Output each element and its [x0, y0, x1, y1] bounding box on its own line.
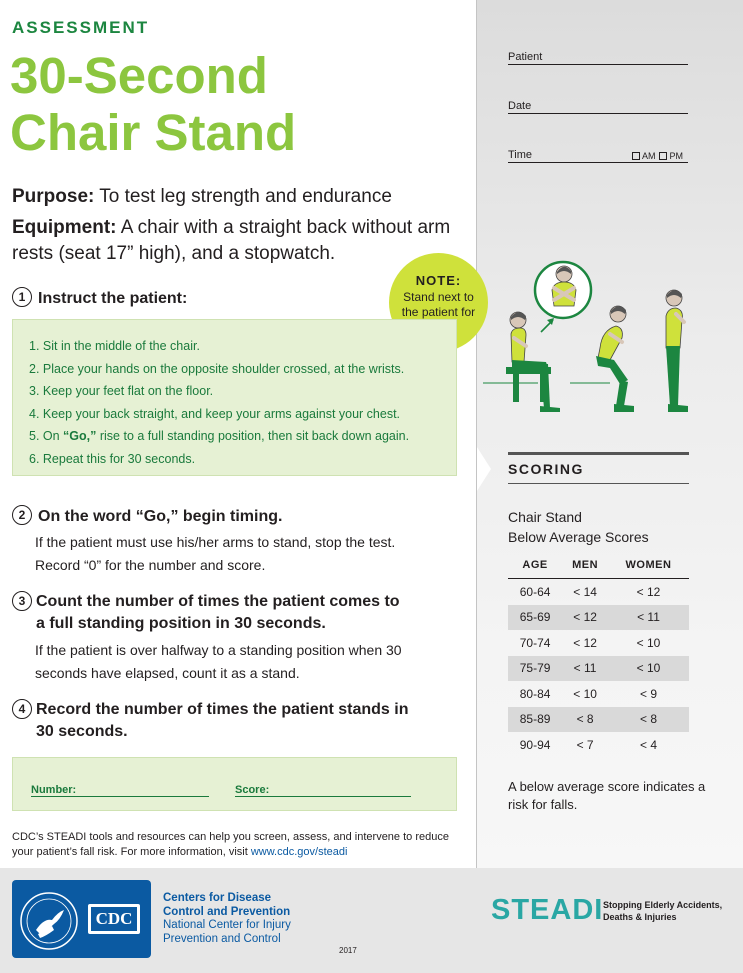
footer [0, 868, 743, 973]
table-row [508, 630, 689, 656]
step-2-text: On the word “Go,” begin timing. [38, 508, 283, 525]
subtitle-line-2: Below Average Scores [508, 529, 649, 545]
step-number: 2 [12, 505, 32, 525]
scoring-subtitle [508, 507, 649, 547]
cell: < 10 [636, 635, 661, 650]
instructions-box [12, 319, 457, 476]
cell: < 12 [562, 605, 608, 631]
note-heading: NOTE: [415, 273, 462, 288]
cell: 85-89 [508, 707, 562, 733]
table-row [508, 732, 689, 758]
table-row [508, 707, 689, 733]
cell: < 12 [573, 635, 597, 650]
list-item: 3. Keep your feet flat on the floor. [29, 384, 214, 399]
cell: 65-69 [508, 605, 562, 631]
chair-stand-illustration [478, 260, 740, 420]
instruction-text: rise to a full standing position, then sit back down again. [96, 429, 410, 444]
list-item [29, 425, 456, 448]
scoring-rule [508, 452, 689, 455]
tagline-line-1: Stopping Elderly Accidents, [603, 900, 723, 910]
kicker: ASSESSMENT [12, 18, 150, 37]
subtitle-line-1: Chair Stand [508, 509, 582, 525]
step-2-heading [12, 505, 282, 528]
cdc-org-name [163, 892, 291, 946]
cell: < 14 [573, 584, 597, 599]
cell: 80-84 [519, 686, 551, 701]
am-pm-options [632, 151, 683, 161]
date-field[interactable] [508, 113, 688, 114]
org-line-1: Centers for Disease [163, 892, 272, 904]
step-3-heading [12, 591, 412, 635]
table-row [508, 579, 689, 605]
purpose-text: To test leg strength and endurance [94, 186, 392, 207]
org-line-2: Control and Prevention [163, 905, 291, 918]
tagline-line-2: Deaths & Injuries [603, 912, 677, 922]
info-text [12, 830, 452, 860]
notch [477, 447, 491, 491]
cell: < 11 [562, 656, 608, 682]
time-field[interactable] [508, 162, 688, 163]
list-item: 4. Keep your back straight, and keep your arms against your chest. [29, 406, 401, 421]
steadi-logo: STEADI [491, 894, 604, 926]
patient-label: Patient [508, 51, 543, 63]
step-3-text: Count the number of times the patient comes to a full standing position in 30 seconds. [36, 593, 400, 632]
cell: < 8 [608, 707, 689, 733]
scoring-table [508, 551, 689, 758]
table-row [508, 605, 689, 631]
number-label: Number: [31, 784, 77, 796]
step-4-heading [12, 699, 412, 743]
cell: 70-74 [519, 635, 551, 650]
person-sitting-icon [506, 312, 560, 412]
time-label: Time [508, 149, 533, 161]
person-rising-icon [596, 306, 634, 412]
cell: < 11 [608, 605, 689, 631]
am-checkbox[interactable] [632, 152, 640, 160]
step-number: 4 [12, 699, 32, 719]
cell: 75-79 [508, 656, 562, 682]
cdc-logo-text: CDC [91, 907, 137, 931]
title-line-1: 30-Second [10, 47, 268, 104]
col-men: MEN [572, 558, 599, 571]
hhs-seal-icon [18, 890, 80, 952]
cell: < 10 [573, 686, 597, 701]
step-number: 1 [12, 287, 32, 307]
steadi-link[interactable]: www.cdc.gov/steadi [250, 846, 348, 858]
divider [476, 0, 477, 868]
instruction-bold: “Go,” [63, 429, 97, 444]
table-row [508, 656, 689, 682]
year: 2017 [339, 946, 357, 955]
score-field[interactable] [235, 796, 411, 797]
cell: < 8 [562, 707, 608, 733]
person-standing-icon [666, 290, 688, 412]
cell: < 10 [608, 656, 689, 682]
cell: 60-64 [519, 584, 551, 599]
equipment-text: A chair with a straight back without arm rests (seat 17” high), and a stopwatch. [12, 217, 451, 264]
cdc-logo-panel [12, 880, 151, 958]
equipment [12, 215, 452, 267]
patient-field[interactable] [508, 64, 688, 65]
cell: < 12 [636, 584, 661, 599]
scoring-note: A below average score indicates a risk for falls. [508, 779, 706, 812]
col-age: AGE [522, 558, 548, 571]
list-item: 1. Sit in the middle of the chair. [29, 339, 200, 353]
step-3-body: If the patient is over halfway to a standing position when 30 seconds have elapsed, count it as a stand. [35, 642, 402, 681]
org-line-3: National Center for Injury [163, 919, 291, 931]
step-number: 3 [12, 591, 32, 611]
info-body: CDC’s STEADI tools and resources can help you screen, assess, and intervene to reduce your patient’s fall risk. For more information, visit [12, 831, 449, 858]
instruction-list [29, 335, 456, 471]
purpose-label: Purpose: [12, 186, 95, 207]
pm-checkbox[interactable] [659, 152, 667, 160]
cell: < 7 [576, 737, 594, 752]
cell: 90-94 [519, 737, 551, 752]
cell: < 4 [639, 737, 657, 752]
record-box [12, 757, 457, 811]
org-line-4: Prevention and Control [163, 932, 281, 945]
number-field[interactable] [31, 796, 209, 797]
step-4-text: Record the number of times the patient stands in 30 seconds. [36, 701, 409, 740]
step-2-body: If the patient must use his/her arms to stand, stop the test. Record “0” for the number and score. [35, 534, 396, 573]
pm-label: PM [669, 151, 684, 161]
col-women: WOMEN [625, 558, 672, 571]
note-text: Stand next to the patient for [401, 290, 476, 319]
list-item: 6. Repeat this for 30 seconds. [29, 451, 196, 466]
cdc-logo-icon [88, 904, 140, 934]
step-1-heading [12, 287, 187, 310]
am-label: AM [642, 151, 656, 161]
score-label: Score: [235, 784, 270, 796]
list-item: 2. Place your hands on the opposite shoulder crossed, at the wrists. [29, 361, 405, 376]
steadi-tagline [603, 899, 722, 923]
instruction-text: 5. On [29, 429, 64, 444]
scoring-title: SCORING [508, 461, 584, 477]
table-row [508, 681, 689, 707]
cell: < 9 [639, 686, 657, 701]
page-title [10, 47, 440, 161]
step-1-text: Instruct the patient: [38, 290, 188, 307]
date-label: Date [508, 100, 532, 112]
purpose [12, 184, 452, 210]
scoring-rule-bottom [508, 483, 689, 484]
equipment-label: Equipment: [12, 217, 117, 238]
title-line-2: Chair Stand [10, 104, 297, 161]
